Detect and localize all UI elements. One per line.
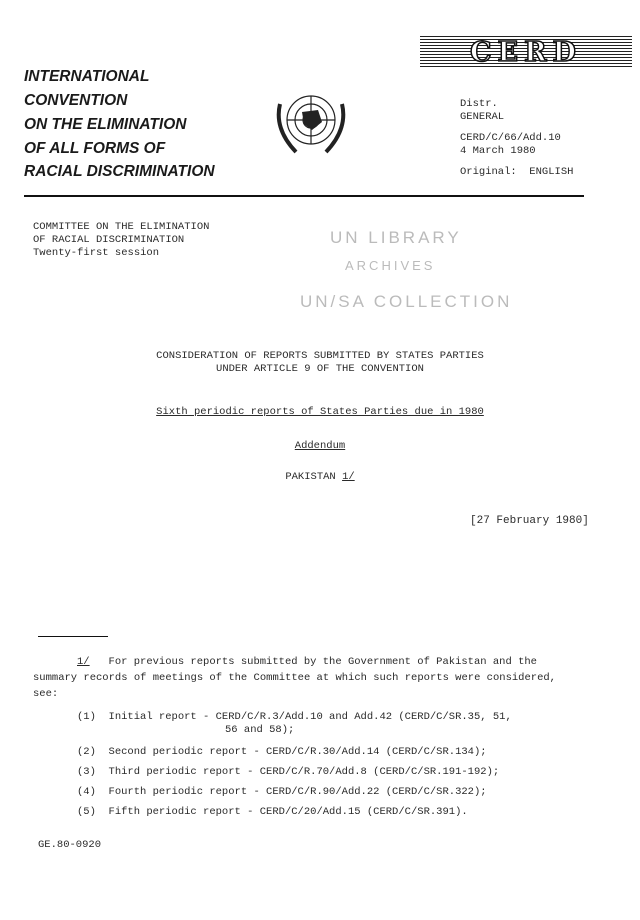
distr-label: Distr.	[460, 98, 498, 110]
original-language: Original: ENGLISH	[460, 166, 574, 178]
heading-line: UNDER ARTICLE 9 OF THE CONVENTION	[216, 363, 424, 375]
convention-title-line: OF ALL FORMS OF	[24, 140, 166, 157]
convention-title-line: RACIAL DISCRIMINATION	[24, 163, 215, 180]
country-line	[0, 471, 640, 483]
footnote-text: For previous reports submitted by the Government of Pakistan and the	[108, 656, 537, 668]
session-line: Twenty-first session	[33, 247, 160, 259]
footnote-item: (2) Second periodic report - CERD/C/R.30/Add.14 (CERD/C/SR.134);	[77, 746, 487, 758]
report-date: [27 February 1980]	[470, 515, 589, 527]
subtitle: Sixth periodic reports of States Parties due in 1980	[156, 406, 484, 418]
committee-line: OF RACIAL DISCRIMINATION	[33, 234, 185, 246]
convention-title-line: INTERNATIONAL	[24, 68, 150, 85]
library-stamp-line: UN/SA COLLECTION	[300, 292, 513, 311]
job-number: GE.80-0920	[38, 839, 102, 851]
header-rule	[24, 195, 584, 197]
document-symbol: CERD/C/66/Add.10	[460, 132, 561, 144]
addendum-label: Addendum	[294, 440, 346, 452]
un-emblem-icon	[266, 84, 356, 164]
footnote-marker: 1/	[77, 656, 90, 668]
footnote-item-cont: 56 and 58);	[225, 724, 295, 736]
heading-line: CONSIDERATION OF REPORTS SUBMITTED BY STATES PARTIES	[156, 350, 484, 362]
footnote-line: summary records of meetings of the Committee at which such reports were considered,	[33, 672, 556, 684]
footnote-line	[77, 656, 537, 668]
country-name: PAKISTAN	[285, 471, 336, 483]
convention-title-line: ON THE ELIMINATION	[24, 116, 187, 133]
distribution-type: GENERAL	[460, 111, 505, 123]
cerd-logo: CERD	[420, 36, 632, 68]
library-stamp-line: ARCHIVES	[345, 258, 436, 273]
footnote-item: (1) Initial report - CERD/C/R.3/Add.10 and Add.42 (CERD/C/SR.35, 51,	[77, 711, 512, 723]
footnote-item: (4) Fourth periodic report - CERD/C/R.90/Add.22 (CERD/C/SR.322);	[77, 786, 487, 798]
footnote-line: see:	[33, 688, 59, 700]
document-date: 4 March 1980	[460, 145, 536, 157]
footnote-item: (5) Fifth periodic report - CERD/C/20/Add.15 (CERD/C/SR.391).	[77, 806, 468, 818]
convention-title-line: CONVENTION	[24, 92, 128, 109]
footnote-ref: 1/	[342, 471, 355, 483]
committee-line: COMMITTEE ON THE ELIMINATION	[33, 221, 210, 233]
footnote-item: (3) Third periodic report - CERD/C/R.70/Add.8 (CERD/C/SR.191-192);	[77, 766, 500, 778]
footnote-rule	[38, 636, 108, 637]
library-stamp-line: UN LIBRARY	[330, 228, 462, 247]
